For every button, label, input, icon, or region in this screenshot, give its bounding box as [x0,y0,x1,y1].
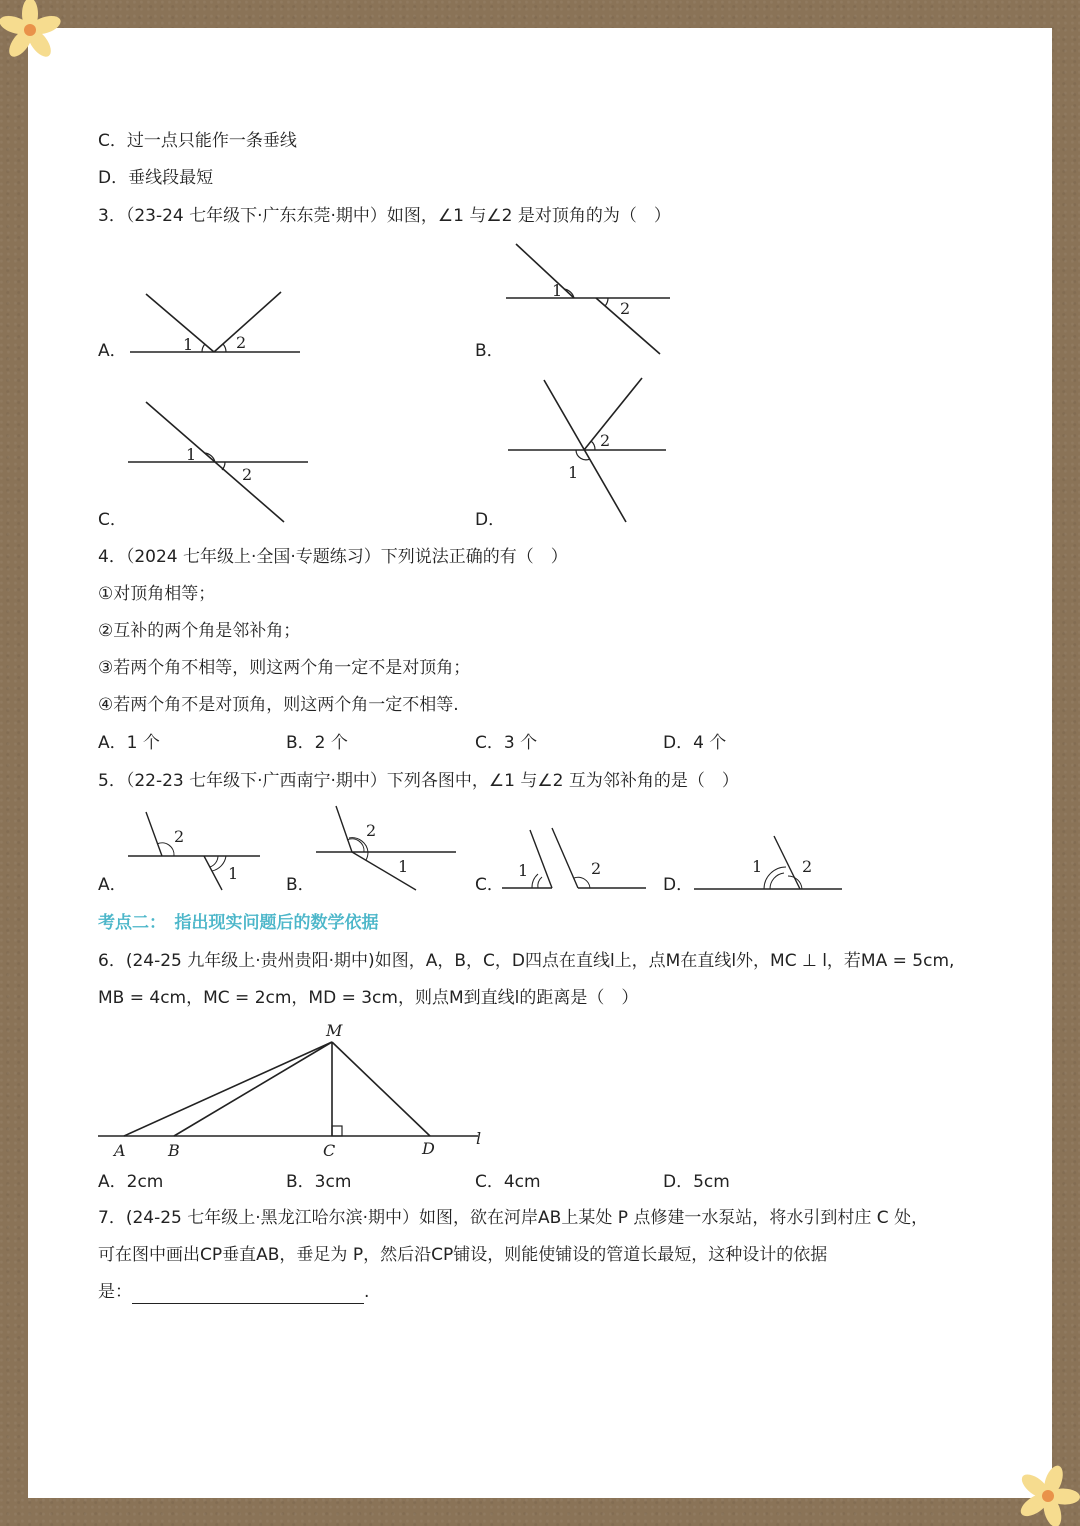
q3d-angle-2: 2 [600,431,611,450]
q2-option-d: D．垂线段最短 [98,168,214,188]
q4-option-b: B．2 个 [286,733,348,753]
q6-option-b: B．3cm [286,1172,352,1192]
q7-answer-prefix: 是： [98,1282,132,1302]
q6-point-d: D [422,1139,435,1158]
q7-answer-line [98,1280,369,1304]
q6-point-b: B [168,1141,180,1160]
q7-stem-line1: 7．(24-25 七年级上·黑龙江哈尔滨·期中）如图，欲在河岸AB上某处 P 点修建一水泵站，将水引到村庄 C 处， [98,1208,929,1228]
q2-option-c: C．过一点只能作一条垂线 [98,131,297,151]
q3-figure-c [126,398,312,526]
q4-option-d: D．4 个 [663,733,727,753]
q5-figure-b [314,802,460,894]
q6-option-c: C．4cm [475,1172,541,1192]
q5-label-a: A． [98,875,127,895]
q4-option-c: C．3 个 [475,733,538,753]
flower-bottom-right-icon [1016,1462,1080,1526]
q5-figure-a [126,808,266,894]
q4-statement-1: ①对顶角相等； [98,584,216,604]
q3c-angle-1: 1 [186,445,197,464]
flower-top-left-icon [0,0,64,64]
q4-statement-4: ④若两个角不是对顶角，则这两个角一定不相等. [98,695,459,715]
q3a-angle-2: 2 [236,333,247,352]
q5-figure-d [692,832,846,894]
q3c-angle-2: 2 [242,465,253,484]
q3-label-c: C． [98,510,127,530]
q6-point-c: C [323,1141,336,1160]
q3-figure-b [504,240,674,358]
q5b-angle-2: 2 [366,821,377,840]
q3-label-d: D． [475,510,506,530]
q6-stem-line2: MB = 4cm，MC = 2cm，MD = 3cm，则点M到直线l的距离是（ ） [98,988,639,1008]
q4-stem: 4．（2024 七年级上·全国·专题练习）下列说法正确的有（ ） [98,547,568,567]
q6-stem-line1: 6．(24-25 九年级上·贵州贵阳·期中)如图，A，B，C，D四点在直线l上，点M在直线l外，MC ⊥ l，若MA = 5cm, [98,951,955,971]
q6-line-l: l [476,1129,482,1148]
q5d-angle-1: 1 [752,857,763,876]
q3-label-b: B． [475,341,504,361]
q6-point-m: M [326,1021,343,1040]
q3-figure-a [126,288,306,360]
q6-point-a: A [114,1141,126,1160]
section-title: 考点二： 指出现实问题后的数学依据 [98,913,379,933]
q5-label-c: C． [475,875,504,895]
q4-statement-3: ③若两个角不相等，则这两个角一定不是对顶角； [98,658,471,678]
q5a-angle-1: 1 [228,864,239,883]
q6-option-a: A．2cm [98,1172,164,1192]
q3b-angle-2: 2 [620,299,631,318]
q5c-angle-1: 1 [518,861,529,880]
q6-option-d: D．5cm [663,1172,730,1192]
q5b-angle-1: 1 [398,857,409,876]
q3-label-a: A． [98,341,127,361]
q7-answer-suffix: . [364,1282,370,1302]
q6-figure [96,1016,496,1162]
q7-stem-line2: 可在图中画出CP垂直AB，垂足为 P，然后沿CP铺设，则能使铺设的管道长最短，这种设计的依据 [98,1245,828,1265]
q3-stem: 3．（23-24 七年级下·广东东莞·期中）如图，∠1 与∠2 是对顶角的为（ ） [98,206,671,226]
q3a-angle-1: 1 [183,335,194,354]
q5-figure-c [500,824,650,894]
q5-label-d: D． [663,875,694,895]
q5d-angle-2: 2 [802,857,813,876]
q5-stem: 5．（22-23 七年级下·广西南宁·期中）下列各图中，∠1 与∠2 互为邻补角的是（ ） [98,771,739,791]
q5-label-b: B． [286,875,315,895]
q4-option-a: A．1 个 [98,733,160,753]
q3d-angle-1: 1 [568,463,579,482]
q3b-angle-1: 1 [552,281,563,300]
q5c-angle-2: 2 [591,859,602,878]
q3-figure-d [504,374,670,526]
q5a-angle-2: 2 [174,827,185,846]
q7-answer-blank[interactable] [132,1285,364,1304]
q4-statement-2: ②互补的两个角是邻补角； [98,621,301,641]
